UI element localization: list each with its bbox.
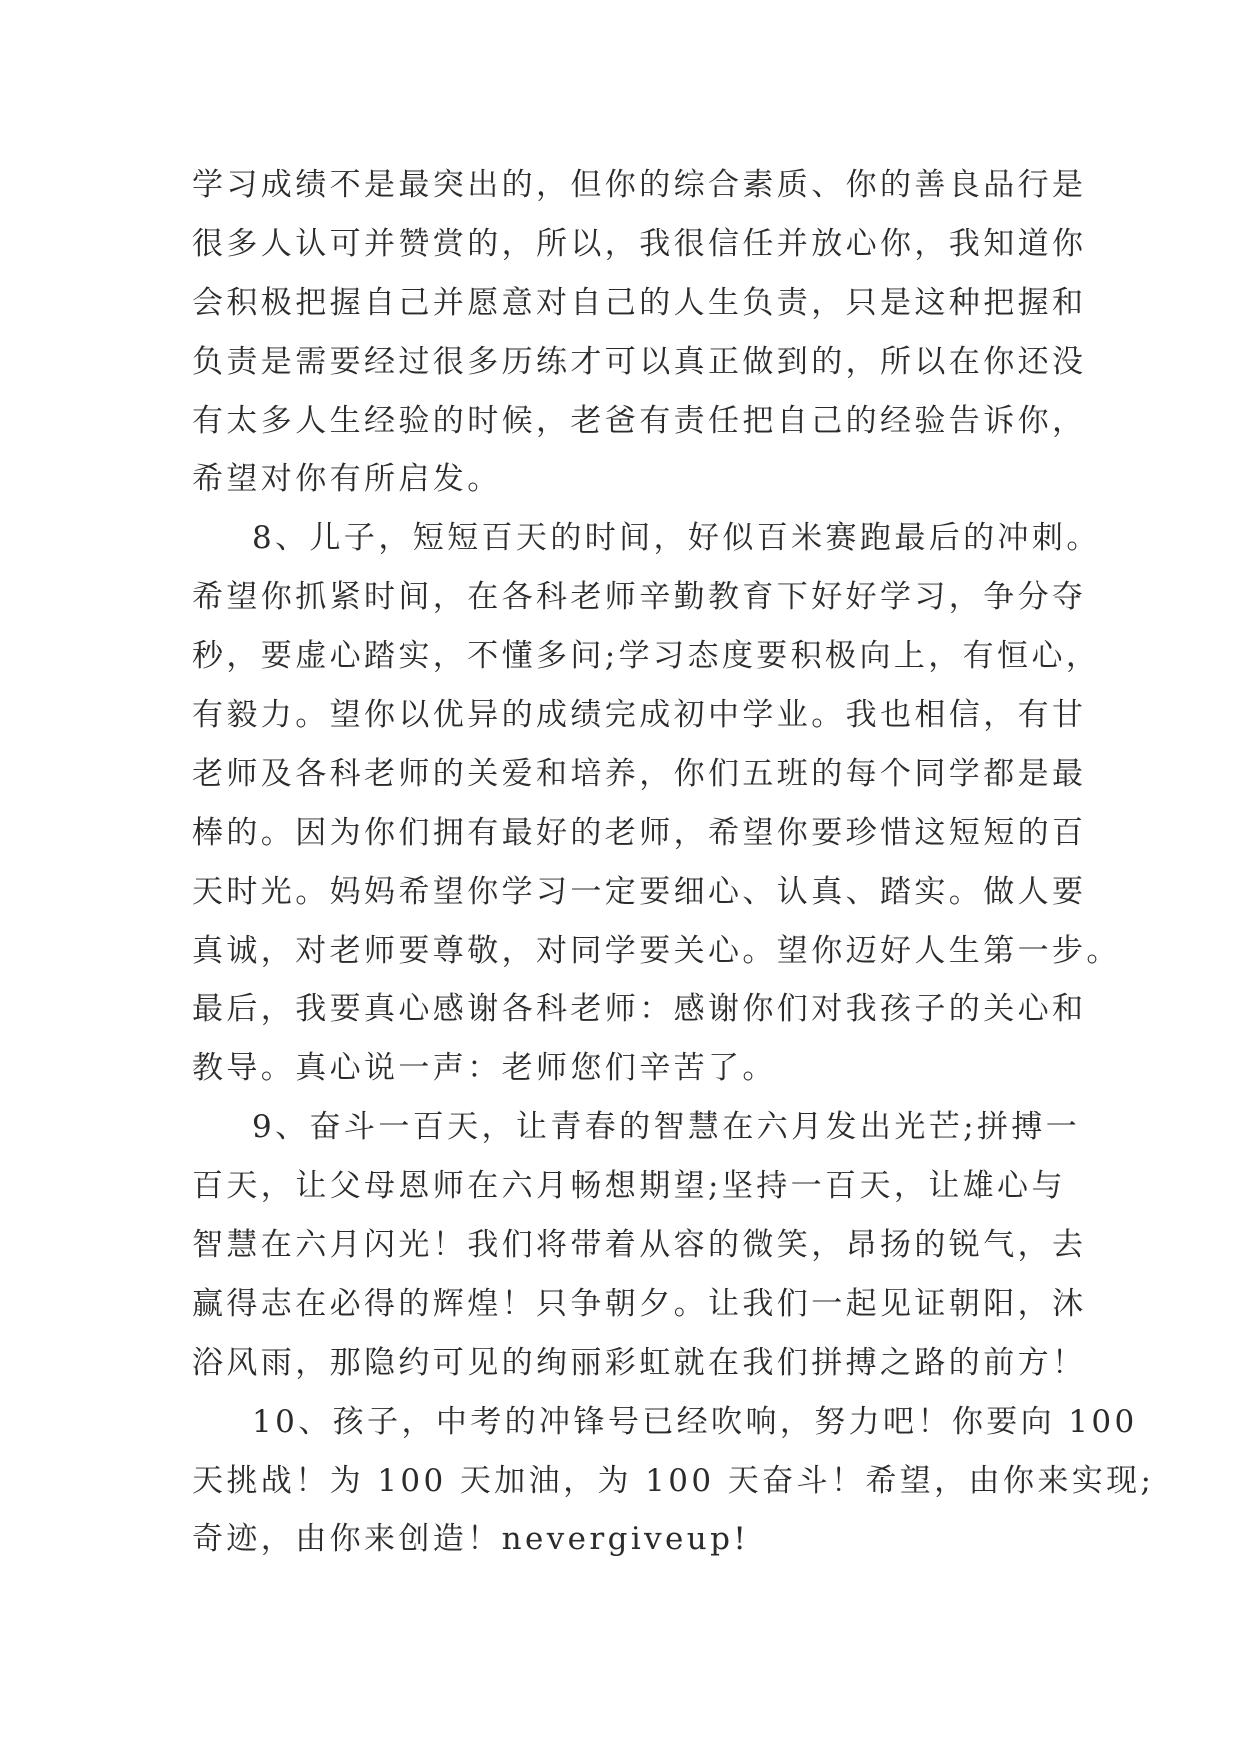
text-line: 天挑战！为 100 天加油，为 100 天奋斗！希望，由你来实现; xyxy=(192,1462,1155,1499)
text-line: 智慧在六月闪光！我们将带着从容的微笑，昂扬的锐气，去 xyxy=(192,1227,1087,1264)
paragraph-8-first-line: 8、儿子，短短百天的时间，好似百米赛跑最后的冲刺。 xyxy=(252,520,1101,557)
text-line: 赢得志在必得的辉煌！只争朝夕。让我们一起见证朝阳，沐 xyxy=(192,1285,1087,1322)
text-line: 浴风雨，那隐约可见的绚丽彩虹就在我们拼搏之路的前方！ xyxy=(192,1344,1087,1381)
text-line: 天时光。妈妈希望你学习一定要细心、认真、踏实。做人要 xyxy=(192,873,1087,910)
text-line: 会积极把握自己并愿意对自己的人生负责，只是这种把握和 xyxy=(192,284,1087,321)
text-line: 秒，要虚心踏实，不懂多问;学习态度要积极向上，有恒心， xyxy=(192,638,1101,675)
text-line: 有太多人生经验的时候，老爸有责任把自己的经验告诉你， xyxy=(192,402,1087,439)
text-line: 学习成绩不是最突出的，但你的综合素质、你的善良品行是 xyxy=(192,167,1087,203)
text-line: 百天，让父母恩师在六月畅想期望;坚持一百天，让雄心与 xyxy=(192,1168,1066,1205)
text-line: 希望你抓紧时间，在各科老师辛勤教育下好好学习，争分夺 xyxy=(192,579,1087,616)
text-line: 棒的。因为你们拥有最好的老师，希望你要珍惜这短短的百 xyxy=(192,814,1087,851)
text-line: 很多人认可并赞赏的，所以，我很信任并放心你，我知道你 xyxy=(192,225,1087,262)
text-line: 真诚，对老师要尊敬，对同学要关心。望你迈好人生第一步。 xyxy=(192,932,1121,969)
text-line: 最后，我要真心感谢各科老师：感谢你们对我孩子的关心和 xyxy=(192,991,1087,1028)
text-line: 有毅力。望你以优异的成绩完成初中学业。我也相信，有甘 xyxy=(192,697,1087,734)
text-line: 负责是需要经过很多历练才可以真正做到的，所以在你还没 xyxy=(192,343,1087,380)
text-line: 老师及各科老师的关爱和培养，你们五班的每个同学都是最 xyxy=(192,755,1087,792)
text-line: 希望对你有所启发。 xyxy=(192,461,502,498)
paragraph-10-first-line: 10、孩子，中考的冲锋号已经吹响，努力吧！你要向 100 xyxy=(252,1403,1138,1440)
text-line: 教导。真心说一声：老师您们辛苦了。 xyxy=(192,1050,777,1087)
text-line: 奇迹，由你来创造！nevergiveup! xyxy=(192,1521,750,1558)
body-text xyxy=(192,156,1155,1569)
paragraph-9-first-line: 9、奋斗一百天，让青春的智慧在六月发出光芒;拼搏一 xyxy=(252,1109,1081,1146)
